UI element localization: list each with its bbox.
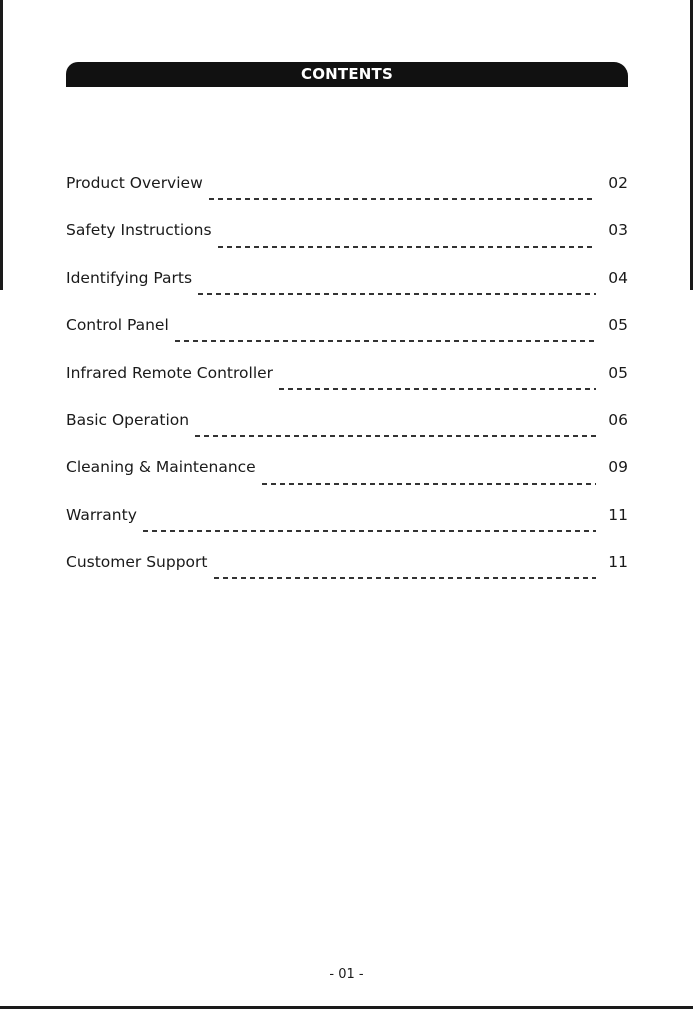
toc-entry-page: 03 <box>608 221 628 240</box>
dotted-leader <box>218 246 596 248</box>
toc-entry-title: Customer Support <box>66 553 208 572</box>
toc-entry-page: 02 <box>608 174 628 192</box>
dotted-leader <box>195 435 596 437</box>
toc-entry-safety-instructions[interactable] <box>66 221 628 268</box>
dotted-leader <box>198 293 596 295</box>
toc-entry-title: Cleaning & Maintenance <box>66 458 256 477</box>
toc-entry-cleaning-maintenance[interactable] <box>66 458 628 505</box>
toc-entry-control-panel[interactable] <box>66 316 628 363</box>
dotted-leader <box>209 198 596 200</box>
toc-entry-infrared-remote-controller[interactable] <box>66 364 628 411</box>
toc-entry-page: 11 <box>608 553 628 572</box>
contents-banner <box>66 62 628 87</box>
contents-title: CONTENTS <box>301 65 393 83</box>
toc-entry-warranty[interactable] <box>66 506 628 553</box>
toc-entry-page: 05 <box>608 316 628 335</box>
toc-entry-page: 04 <box>608 268 628 287</box>
toc-entry-title: Basic Operation <box>66 410 190 429</box>
toc-entry-product-overview[interactable] <box>66 174 628 221</box>
toc-entry-page: 11 <box>608 505 628 524</box>
dotted-leader <box>143 530 596 532</box>
toc-entry-page: 05 <box>608 363 628 382</box>
toc-entry-identifying-parts[interactable] <box>66 269 628 316</box>
table-of-contents <box>66 174 628 601</box>
dotted-leader <box>214 577 597 579</box>
toc-entry-title: Product Overview <box>66 174 203 192</box>
page-edge-left <box>0 0 3 290</box>
dotted-leader <box>175 340 596 342</box>
toc-entry-title: Identifying Parts <box>66 268 193 287</box>
dotted-leader <box>262 483 596 485</box>
toc-entry-basic-operation[interactable] <box>66 411 628 458</box>
toc-entry-customer-support[interactable] <box>66 553 628 600</box>
toc-entry-title: Warranty <box>66 505 137 524</box>
page-number: - 01 - <box>329 967 364 982</box>
toc-entry-page: 06 <box>608 410 628 429</box>
toc-entry-title: Safety Instructions <box>66 221 212 240</box>
dotted-leader <box>279 388 596 390</box>
toc-entry-page: 09 <box>608 458 628 477</box>
toc-entry-title: Infrared Remote Controller <box>66 363 274 382</box>
toc-entry-title: Control Panel <box>66 316 169 335</box>
